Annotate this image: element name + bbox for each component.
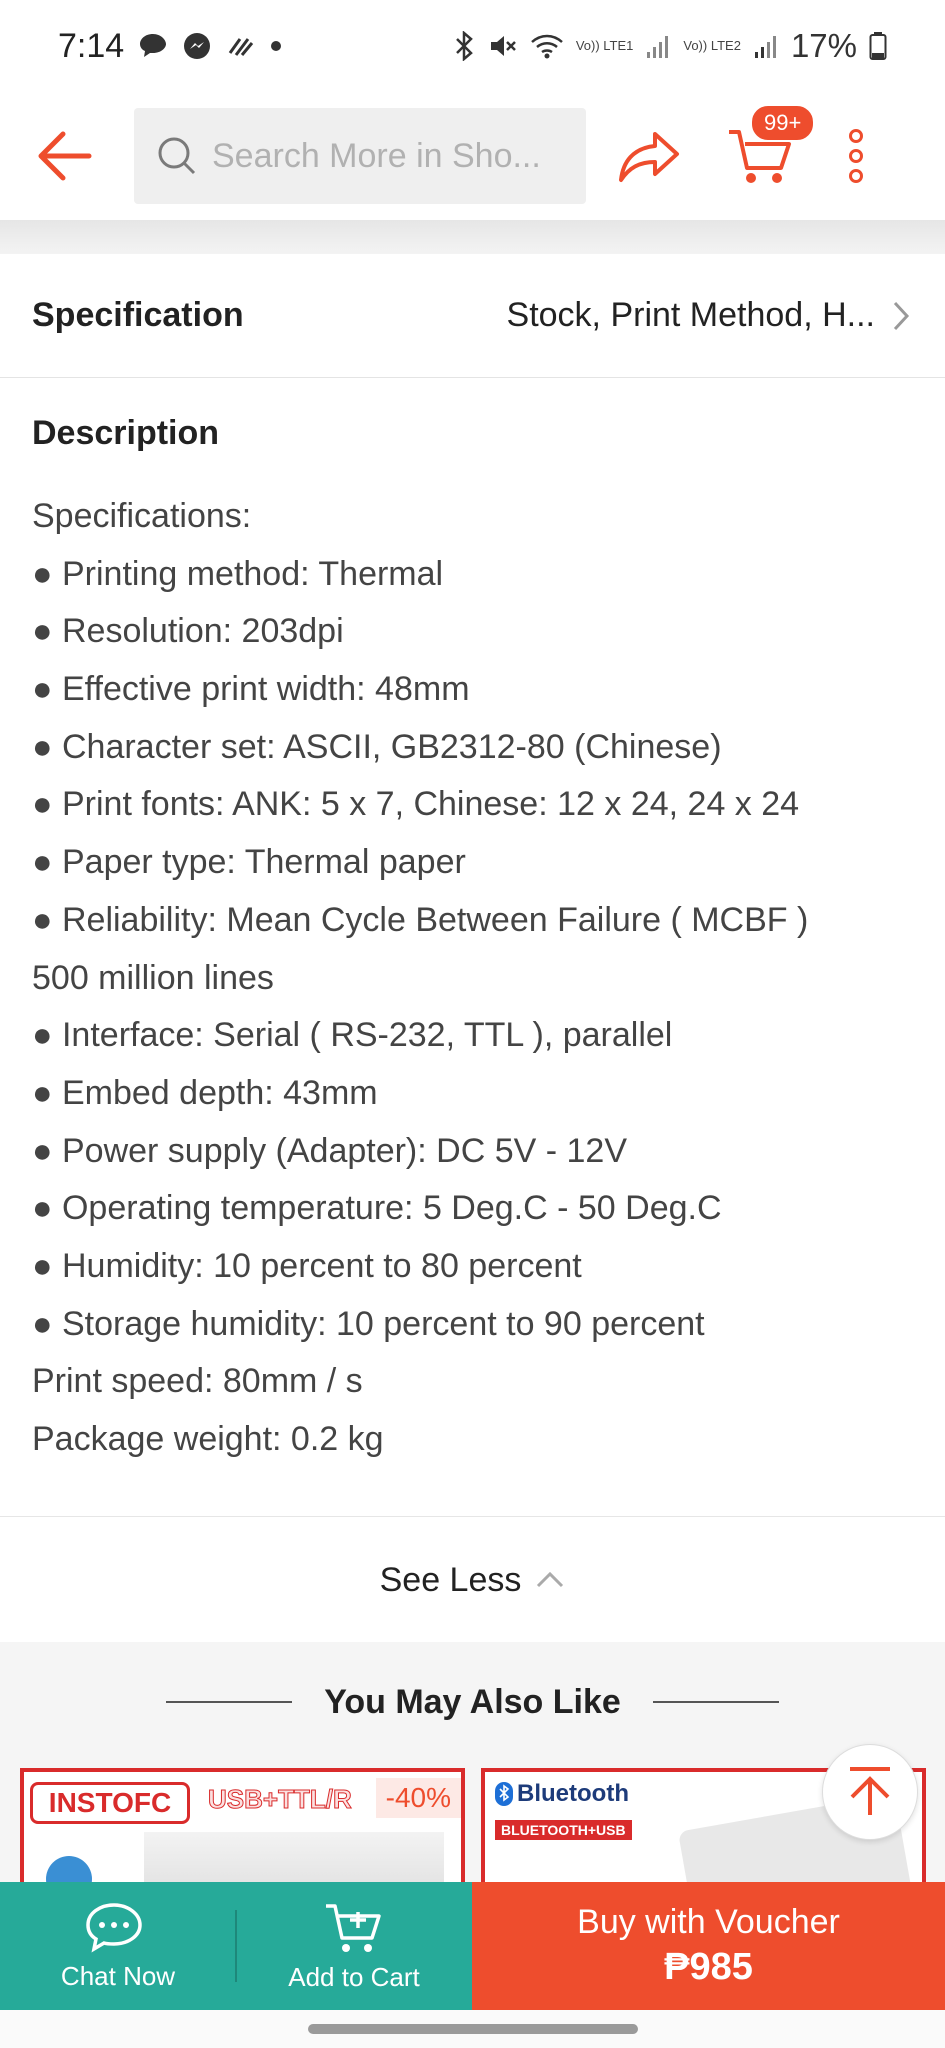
see-less-button[interactable] [0, 1518, 945, 1642]
chevron-up-icon [535, 1570, 565, 1590]
buy-label: Buy with Voucher [577, 1903, 840, 1941]
description-line: ● Character set: ASCII, GB2312-80 (Chinese) [32, 727, 722, 766]
mute-icon [488, 31, 518, 61]
divider [166, 1701, 292, 1703]
chevron-right-icon [889, 299, 913, 333]
description-line: ● Embed depth: 43mm [32, 1073, 378, 1112]
messenger-icon [182, 31, 212, 61]
sync-icon [226, 33, 256, 59]
brand-logo: INSTOFC [30, 1782, 190, 1824]
divider [0, 1516, 945, 1517]
sim1-label: Vo)) LTE1 [575, 38, 634, 53]
dot-icon [270, 40, 282, 52]
bottom-left-group [0, 1882, 472, 2010]
add-to-cart-label: Add to Cart [288, 1961, 420, 1992]
product-tag: BLUETOOTH+USB [495, 1820, 632, 1840]
battery-percent: 17% [790, 27, 857, 64]
see-less-label: See Less [379, 1560, 522, 1599]
chat-now-label: Chat Now [60, 1960, 176, 1991]
description-line: ● Printing method: Thermal [32, 554, 444, 593]
specification-title: Specification [32, 296, 244, 334]
bluetooth-icon [454, 31, 476, 61]
description-line: ● Print fonts: ANK: 5 x 7, Chinese: 12 x 24, 24 x 24 [32, 785, 800, 824]
search-input[interactable] [134, 108, 586, 204]
description-line: ● Effective print width: 48mm [32, 670, 470, 709]
description-line: Package weight: 0.2 kg [32, 1420, 384, 1458]
add-to-cart-icon [322, 1900, 386, 1956]
search-placeholder: Search More in Sho... [212, 136, 541, 175]
signal2-icon [753, 32, 779, 60]
home-gesture-bar[interactable] [308, 2024, 638, 2034]
also-like-header [0, 1642, 945, 1762]
discount-badge: -40% [376, 1778, 461, 1818]
more-options-button[interactable] [836, 116, 876, 196]
description-text [32, 488, 808, 1469]
bottom-action-bar [0, 1882, 945, 2010]
cart-badge: 99+ [750, 104, 815, 142]
buy-with-voucher-button[interactable] [472, 1882, 945, 2010]
description-title: Description [32, 414, 220, 452]
description-line: ● Storage humidity: 10 percent to 90 percent [32, 1304, 705, 1343]
chat-icon [84, 1901, 152, 1955]
share-icon [617, 128, 681, 184]
product-tag: USB+TTL/R [208, 1784, 352, 1814]
description-line: ● Operating temperature: 5 Deg.C - 50 Deg.C [32, 1189, 722, 1228]
back-button[interactable] [28, 120, 100, 192]
arrow-up-icon [844, 1765, 896, 1819]
description-line: ● Humidity: 10 percent to 80 percent [32, 1246, 582, 1285]
divider [653, 1701, 779, 1703]
section-spacer [0, 220, 945, 254]
buy-price: ₱985 [664, 1946, 753, 1988]
sim2-label: Vo)) LTE2 [683, 38, 741, 53]
description-line: 500 million lines [32, 958, 274, 997]
back-arrow-icon [35, 130, 93, 182]
description-line: ● Interface: Serial ( RS-232, TTL ), parallel [32, 1016, 673, 1055]
description-line: Specifications: [32, 497, 252, 535]
scroll-to-top-button[interactable] [822, 1744, 918, 1840]
description-line: ● Reliability: Mean Cycle Between Failure ( MCBF ) [32, 900, 809, 939]
bluetooth-icon [495, 1782, 513, 1806]
description-line: ● Resolution: 203dpi [32, 612, 344, 651]
chat-now-button[interactable] [0, 1882, 236, 2010]
product-card[interactable] [20, 1768, 465, 1888]
also-like-title: You May Also Like [324, 1682, 621, 1721]
share-button[interactable] [614, 121, 684, 191]
specification-value: Stock, Print Method, H... [506, 296, 875, 334]
more-vertical-icon [846, 128, 866, 184]
description-section [0, 378, 945, 1518]
wifi-icon [530, 32, 564, 60]
description-line: ● Paper type: Thermal paper [32, 843, 466, 882]
divider [235, 1910, 237, 1982]
search-icon [156, 135, 198, 177]
bluetooth-label [495, 1780, 629, 1808]
notification-icons [138, 31, 282, 61]
status-time: 7:14 [58, 26, 125, 65]
cart-button[interactable] [720, 110, 802, 196]
status-right [454, 27, 887, 65]
bluetooth-brand: Bluetooth [517, 1780, 629, 1807]
top-nav [0, 92, 945, 220]
battery-icon [869, 31, 887, 61]
signal1-icon [645, 32, 671, 60]
status-bar [0, 0, 945, 92]
product-image [144, 1832, 444, 1888]
chat-bubble-icon [138, 32, 168, 60]
description-line: ● Power supply (Adapter): DC 5V - 12V [32, 1131, 627, 1170]
description-line: Print speed: 80mm / s [32, 1362, 363, 1401]
add-to-cart-button[interactable] [236, 1882, 472, 2010]
specification-row[interactable] [0, 254, 945, 378]
